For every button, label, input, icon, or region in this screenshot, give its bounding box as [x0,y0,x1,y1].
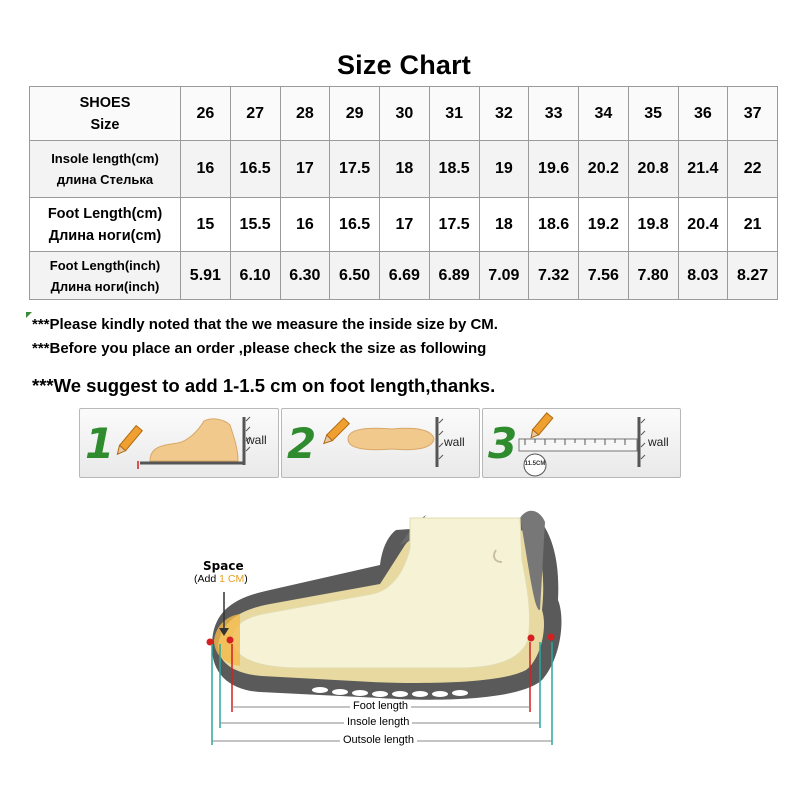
size-cell: 29 [330,87,380,141]
value-cell: 20.4 [678,198,728,252]
value-cell: 18 [380,141,430,198]
size-cell: 26 [181,87,231,141]
note-line-2: ***Before you place an order ,please check the size as following [32,340,487,357]
value-cell: 16.5 [330,198,380,252]
insole-length-label: Insole length [344,716,412,728]
value-cell: 20.2 [579,141,629,198]
step-number: 1 [85,419,115,468]
space-add-value: 1 CM [219,573,245,585]
value-cell: 7.09 [479,252,529,300]
value-cell: 20.8 [628,141,678,198]
value-cell: 15.5 [230,198,280,252]
value-cell: 7.56 [579,252,629,300]
space-add-prefix: (Add [194,573,220,585]
size-cell: 28 [280,87,330,141]
row-label-line1: SHOES [79,94,131,111]
size-cell: 32 [479,87,529,141]
space-add-note [194,573,248,585]
wall-label: wall [246,433,267,447]
value-cell: 17 [280,141,330,198]
value-cell: 5.91 [181,252,231,300]
step-number: 2 [287,419,317,468]
row-label-line1: Insole length(cm) [51,151,159,166]
value-cell: 17.5 [429,198,479,252]
size-cell: 33 [529,87,579,141]
value-cell: 22 [728,141,778,198]
size-cell: 27 [230,87,280,141]
value-cell: 19.2 [579,198,629,252]
row-label-line2: длина Стелька [56,172,154,187]
page-title: Size Chart [336,50,472,80]
value-cell: 21 [728,198,778,252]
value-cell: 18 [479,198,529,252]
space-title: Space [203,559,244,573]
size-cell: 36 [678,87,728,141]
row-label-line2: Длина ноги(cm) [48,227,162,244]
value-cell: 6.69 [380,252,430,300]
row-label-line2: Длина ноги(inch) [50,278,160,294]
wall-label: wall [648,435,669,449]
marker-dot [227,637,234,644]
value-cell: 15 [181,198,231,252]
marker-dot [528,635,535,642]
value-cell: 19 [479,141,529,198]
row-label-line1: Foot Length(cm) [47,205,163,222]
foot-length-label: Foot length [350,700,411,712]
value-cell: 6.10 [230,252,280,300]
step-number: 3 [488,419,518,468]
outsole-length-label: Outsole length [340,734,417,746]
value-cell: 7.80 [628,252,678,300]
value-cell: 18.5 [429,141,479,198]
value-cell: 6.30 [280,252,330,300]
value-cell: 16 [181,141,231,198]
wall-label: wall [444,435,465,449]
size-cell: 31 [429,87,479,141]
value-cell: 8.03 [678,252,728,300]
note-line-1: ***Please kindly noted that the we measure the inside size by CM. [32,316,498,333]
value-cell: 6.50 [330,252,380,300]
size-cell: 34 [579,87,629,141]
size-cell: 30 [380,87,430,141]
value-cell: 7.32 [529,252,579,300]
space-add-suffix: ) [244,573,248,585]
size-cell: 35 [628,87,678,141]
row-label-line2: Size [90,116,120,133]
value-cell: 8.27 [728,252,778,300]
value-cell: 17 [380,198,430,252]
row-label-line1: Foot Length(inch) [49,257,161,273]
value-cell: 19.8 [628,198,678,252]
value-cell: 16.5 [230,141,280,198]
value-cell: 16 [280,198,330,252]
marker-dot [548,634,555,641]
value-cell: 17.5 [330,141,380,198]
value-cell: 19.6 [529,141,579,198]
value-cell: 18.6 [529,198,579,252]
value-cell: 6.89 [429,252,479,300]
size-cell: 37 [728,87,778,141]
ruler-badge-text: 11.5CM [524,461,546,467]
value-cell: 21.4 [678,141,728,198]
suggestion-text: ***We suggest to add 1-1.5 cm on foot length,thanks. [32,375,496,396]
